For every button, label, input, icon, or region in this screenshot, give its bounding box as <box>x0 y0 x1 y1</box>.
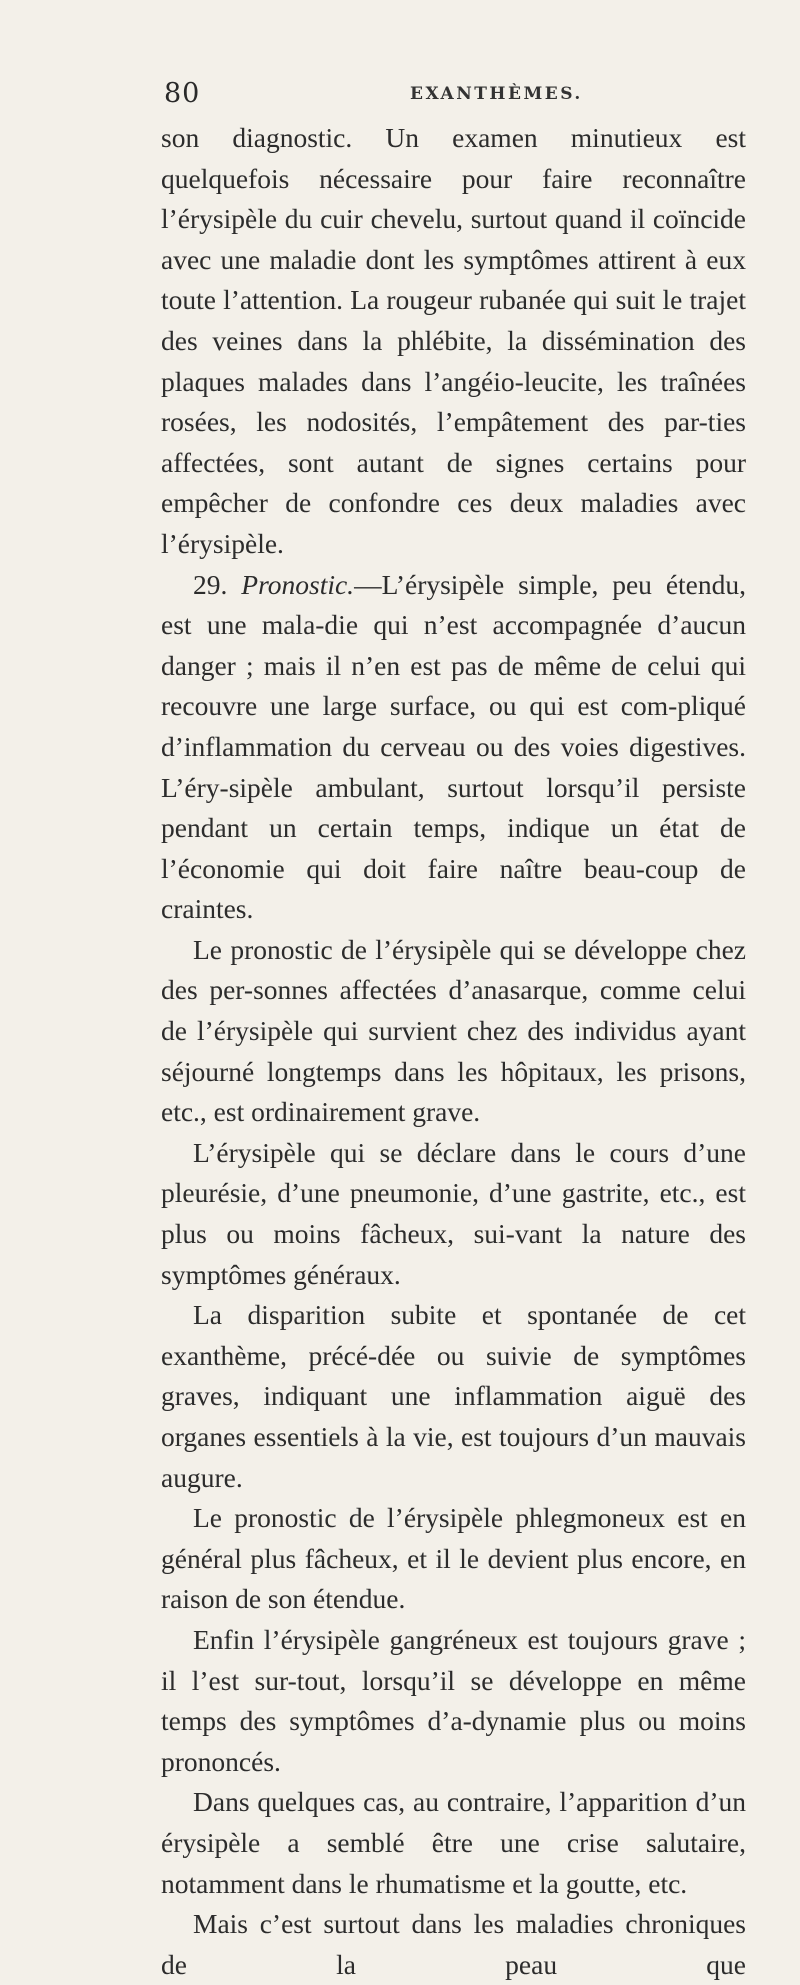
paragraph-chroniques: Mais c’est surtout dans les maladies chroniques de la peau que <box>161 1908 746 1980</box>
paragraph-pronostic <box>161 565 746 930</box>
section-text: —L’érysipèle simple, peu étendu, est une mala-die qui n’est accompagnée d’aucun danger ; mais il n’en est pas de même de celui qui recouvre une large surface, ou qui est com-pliqué d’inflammation du cerveau ou des voies digestives. L’éry-sipèle ambulant, surtout lorsqu’il persiste pendant un certain temps, indique un état de l’économie qui doit faire naître beau-coup de craintes. <box>161 568 746 925</box>
paragraph-crise: Dans quelques cas, au contraire, l’apparition d’un érysipèle a semblé être une crise salutaire, notamment dans le rhumatisme et la goutte, etc. <box>161 1786 746 1899</box>
paragraph-anasarque: Le pronostic de l’érysipèle qui se développe chez des per-sonnes affectées d’anasarque, comme celui de l’érysipèle qui survient chez des individus ayant séjourné longtemps dans les hôpitaux, les prisons, etc., est ordinairement grave. <box>161 933 746 1128</box>
body-text <box>161 118 746 1985</box>
page-number: 80 <box>164 78 201 109</box>
section-number: 29. <box>193 568 228 600</box>
paragraph-diagnostic: son diagnostic. Un examen minutieux est quelquefois nécessaire pour faire reconnaître l’érysipèle du cuir chevelu, surtout quand il coïncide avec une maladie dont les symptômes attirent à eux toute l’attention. La rougeur rubanée qui suit le trajet des veines dans la phlébite, la dissémination des plaques malades dans l’angéio-leucite, les traînées rosées, les nodosités, l’empâtement des par-ties affectées, sont autant de signes certains pour empêcher de confondre ces deux maladies avec l’érysipèle. <box>161 122 746 559</box>
page-header <box>164 78 724 118</box>
paragraph-gangreneux: Enfin l’érysipèle gangréneux est toujours grave ; il l’est sur-tout, lorsqu’il se développe en même temps des symptômes d’a-dynamie plus ou moins prononcés. <box>161 1623 746 1777</box>
section-heading: Pronostic. <box>241 568 355 600</box>
paragraph-phlegmoneux: Le pronostic de l’érysipèle phlegmoneux est en général plus fâcheux, et il le devient plus encore, en raison de son étendue. <box>161 1502 746 1615</box>
paragraph-pleuresie: L’érysipèle qui se déclare dans le cours d’une pleurésie, d’une pneumonie, d’une gastrite, etc., est plus ou moins fâcheux, sui-vant la nature des symptômes généraux. <box>161 1136 746 1290</box>
paragraph-disparition: La disparition subite et spontanée de cet exanthème, précé-dée ou suivie de symptômes graves, indiquant une inflammation aiguë des organes essentiels à la vie, est toujours d’un mauvais augure. <box>161 1299 746 1493</box>
running-title: EXANTHÈMES. <box>410 84 583 104</box>
